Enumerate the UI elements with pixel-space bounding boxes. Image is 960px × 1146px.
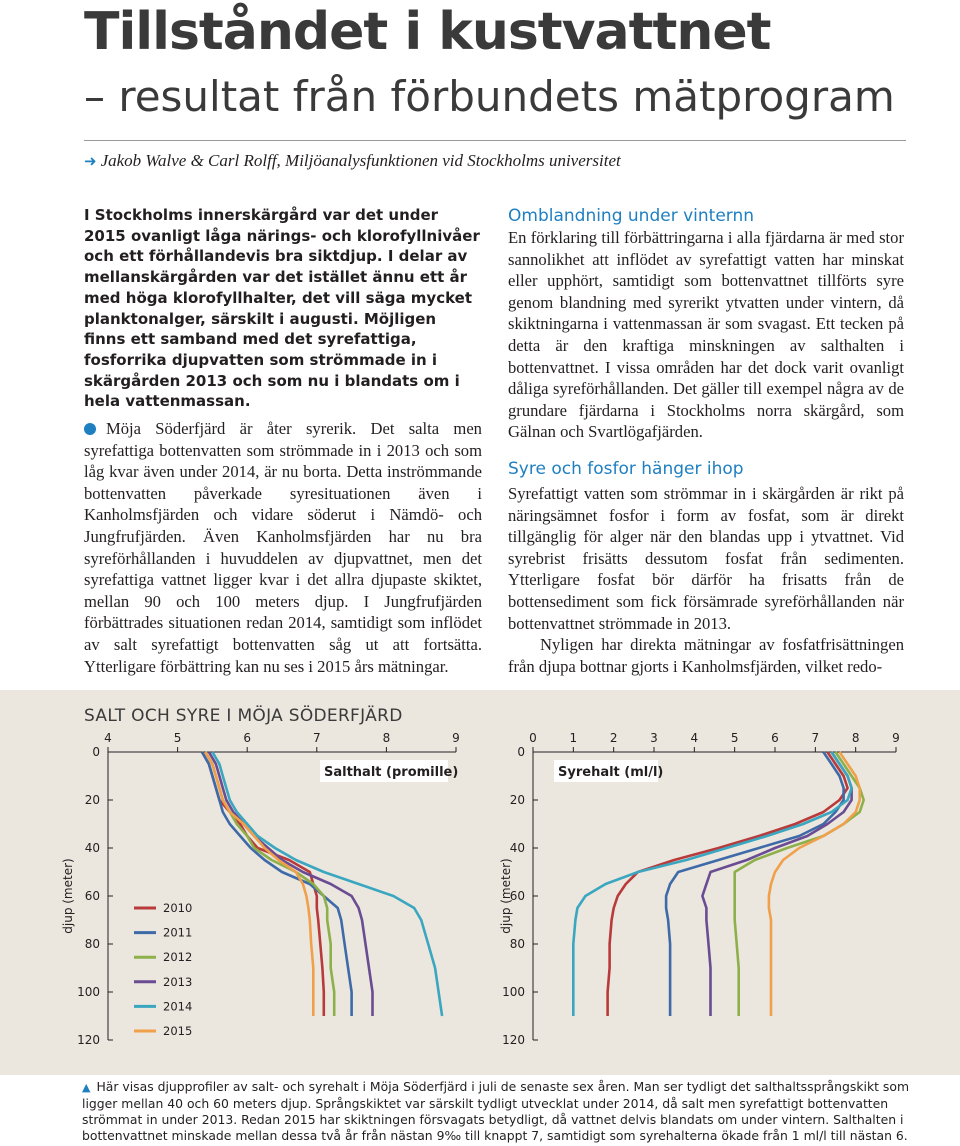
figure-title: SALT OCH SYRE I MÖJA SÖDERFJÄRD (84, 706, 403, 726)
legend-label-2013: 2013 (163, 974, 193, 989)
legend-label-2014: 2014 (163, 999, 193, 1014)
oxygen-y-tick-label: 20 (509, 793, 525, 807)
salinity-x-tick-label: 9 (452, 731, 460, 745)
salinity-y-tick-label: 100 (77, 985, 100, 999)
section-oxygen-text: Syrefattigt vatten som strömmar in i skärgården är rikt på näringsämnet fosfor i form av fosfat, som är direkt tillgänglig för alger när den blandas upp i ytvattnet. Vid syrebrist frisätts dessutom fosfat från sedimenten. Ytterligare fosfat bör därför ha frisatts från de bottensediment som fick försämrade syreförhållanden när bottenvattnet strömmade in 2013. (508, 483, 904, 633)
salinity-y-tick-label: 80 (84, 937, 100, 951)
byline (84, 151, 621, 171)
lede (84, 205, 482, 412)
figure-caption (82, 1079, 912, 1144)
depth-profile-charts (0, 690, 960, 1075)
salinity-y-tick-label: 40 (84, 841, 100, 855)
oxygen-series-2010 (608, 752, 848, 1016)
oxygen-series-2013 (702, 752, 851, 1016)
lede-text: I Stockholms innerskärgård var det under 2015 ovanligt låga närings- och klorofyllnivåer och ett förhållandevis bra siktdjup. I delar av mellanskärgården var det istället ännu ett år med höga klorofyllhalter, det vill säga mycket planktonalger, särskilt i augusti. Möjligen finns ett samband med det syrefattiga, fosforrika djupvatten som strömmade in i skärgården 2013 och som nu i blandats om i hela vattenmassan. (84, 206, 480, 411)
salinity-y-axis-label: djup (meter) (61, 858, 75, 934)
caption-text: Här visas djupprofiler av salt- och syrehalt i Möja Söderfjärd i juli de senaste sex åren. Man ser tydligt det salthaltssprångskikt som ligger mellan 40 och 60 meters djup. Språngskiktet var särskilt tydligt utvecklat under 2014, då salt men syrefattigt bottenvatten strömmat in under 2013. Redan 2015 har skiktningen försvagats betydligt, då vattnet delvis blandats om under vintern. Salthalten i bottenvattnet minskade mellan dessa två år från nästan 9‰ till knappt 7, samtidigt som syrehalterna ökade från 1 ml/l till nästan 6. (82, 1079, 910, 1143)
column-left-lead: Möja Söderfjärd är åter syrerik. (106, 419, 357, 438)
oxygen-y-tick-label: 60 (509, 889, 525, 903)
oxygen-x-tick-label: 1 (569, 731, 578, 745)
legend-label-2012: 2012 (163, 950, 193, 965)
oxygen-x-tick-label: 3 (650, 731, 658, 745)
page-title: Tillståndet i kustvattnet (84, 2, 771, 62)
salinity-y-tick-label: 60 (84, 889, 100, 903)
oxygen-y-tick-label: 80 (509, 937, 525, 951)
column-left-paragraph (84, 418, 482, 677)
bullet-dot-icon (84, 423, 96, 435)
byline-text: Jakob Walve & Carl Rolff, Miljöanalysfunktionen vid Stockholms universitet (100, 151, 621, 170)
salinity-series-2013 (209, 752, 373, 1016)
arrow-icon: ➜ (84, 152, 97, 170)
section-mixing-text: En förklaring till förbättringarna i alla fjärdarna är med stor sannolikhet att inflödet av syrefattigt vatten har minskat eller upphört, samtidigt som bottenvattnet tillförts syre genom blandning med syrerikt ytvatten under vintern, då skiktningarna i vattenmassan är som svagast. Ett tecken på detta är den kraftiga minskningen av salthalten i bottenvattnet. I vissa områden har det dock varit ovanligt dåliga syreförhållanden. Det gäller till exempel några av de grundare fjärdarna i Stockholms norra skärgård, som Gälnan och Svartlögafjärden. (508, 228, 904, 442)
column-left-body: Det salta men syrefattiga bottenvatten som strömmade in i 2013 och som låg kvar även under 2014, är nu borta. Detta inströmmande bottenvatten påverkade syresituationen även i Kanholmsfjärden och vidare söderut i Nämdö- och Jungfrufjärden. Även Kanholmsfjärden har nu bra syreförhållanden i huvuddelen av djupvattnet, men det syrefattiga vattnet ligger kvar i det allra djupaste skiktet, mellan 90 och 100 meters djup. I Jungfrufjärden förbättrades situationen redan 2014, samtidigt som inflödet av salt syrefattigt bottenvatten såg ut att fortsätta. Ytterligare förbättring kan nu ses i 2015 års mätningar. (84, 419, 482, 676)
salinity-y-tick-label: 120 (77, 1033, 100, 1047)
section-heading-mixing: Omblandning under vinternn (508, 206, 755, 226)
legend-label-2010: 2010 (163, 901, 193, 915)
oxygen-y-tick-label: 40 (509, 841, 525, 855)
legend-label-2011: 2011 (163, 925, 193, 940)
salinity-x-tick-label: 8 (382, 731, 391, 745)
salinity-series-2014 (212, 752, 442, 1016)
column-left (84, 418, 482, 677)
page-subtitle: – resultat från förbundets mätprogram (84, 72, 895, 121)
section-oxygen-text-continued: Nyligen har direkta mätningar av fosfatfrisättningen från djupa bottnar gjorts i Kanholmsfjärden, vilket redo- (508, 635, 904, 676)
oxygen-x-tick-label: 6 (771, 731, 779, 745)
salinity-x-tick-label: 5 (173, 731, 182, 745)
column-right (508, 205, 904, 677)
oxygen-y-tick-label: 120 (502, 1033, 525, 1047)
salinity-x-tick-label: 4 (104, 731, 112, 745)
salinity-y-tick-label: 0 (92, 745, 100, 759)
salinity-series-2015 (205, 752, 313, 1016)
oxygen-x-tick-label: 7 (811, 731, 820, 745)
oxygen-y-tick-label: 100 (502, 985, 525, 999)
oxygen-x-tick-label: 8 (851, 731, 860, 745)
salinity-x-tick-label: 6 (243, 731, 252, 745)
oxygen-title: Syrehalt (ml/l) (558, 765, 664, 780)
salinity-x-tick-label: 7 (312, 731, 321, 745)
salinity-y-tick-label: 20 (84, 793, 100, 807)
salinity-title: Salthalt (promille) (324, 765, 459, 780)
oxygen-x-tick-label: 2 (609, 731, 618, 745)
oxygen-y-tick-label: 0 (517, 745, 525, 759)
oxygen-x-tick-label: 5 (730, 731, 739, 745)
oxygen-x-tick-label: 0 (529, 731, 537, 745)
caption-triangle-icon: ▲ (82, 1081, 91, 1094)
section-heading-oxygen-phosphorus: Syre och fosfor hänger ihop (508, 458, 744, 479)
oxygen-x-tick-label: 9 (892, 731, 900, 745)
header-divider (84, 140, 906, 141)
oxygen-series-2011 (666, 752, 844, 1016)
oxygen-series-2014 (573, 752, 851, 1016)
legend-label-2015: 2015 (163, 1024, 193, 1038)
oxygen-y-axis-label: djup (meter) (499, 858, 513, 934)
oxygen-x-tick-label: 4 (690, 731, 699, 745)
